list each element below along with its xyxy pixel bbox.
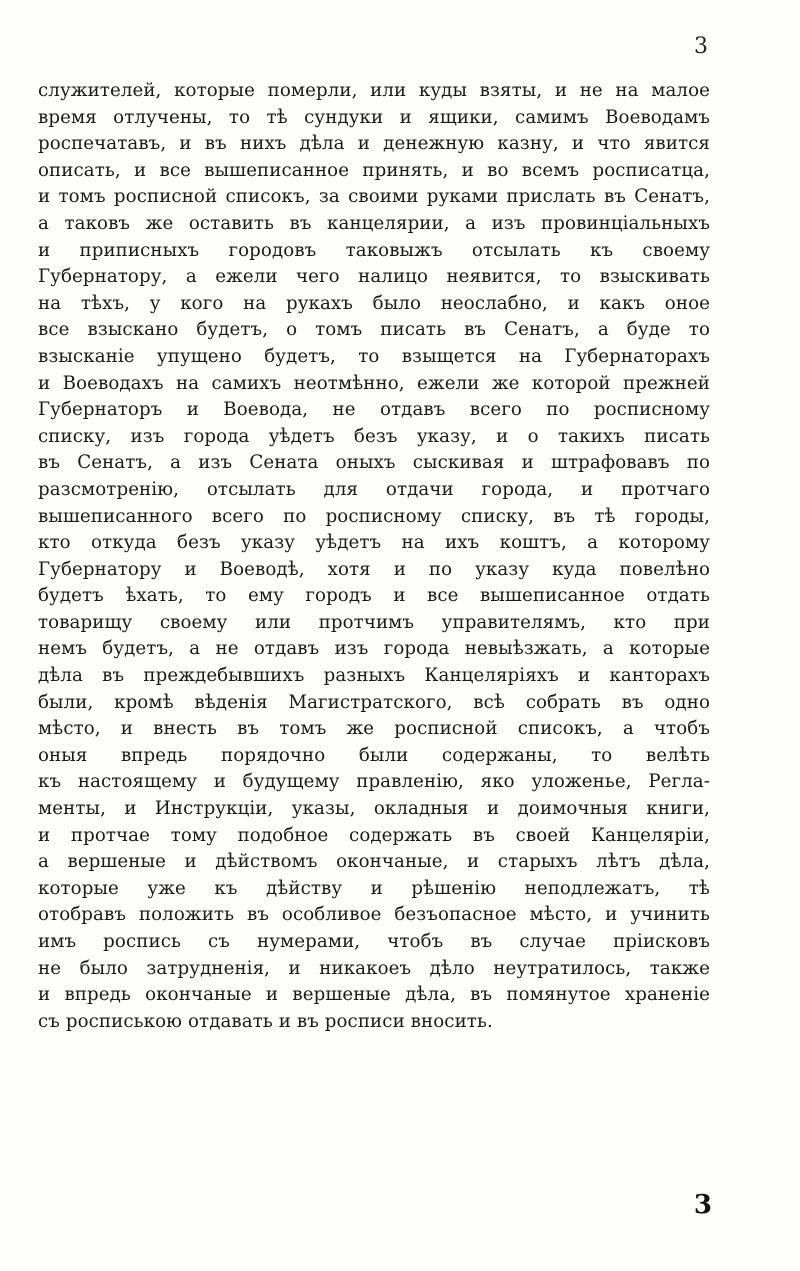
- text-line: а таковъ же оставить въ канцелярии, а изъ провинцiальныхъ: [38, 212, 710, 234]
- text-line: роспечатавъ, и въ нихъ дѣла и денежную казну, и что явится: [38, 133, 710, 155]
- text-line: разсмотренiю, отсылать для отдачи города, и протчаго: [38, 478, 710, 500]
- text-line: мѣсто, и внесть въ томъ же росписной списокъ, а чтобъ: [38, 718, 710, 740]
- text-line: и приписныхъ городовъ таковыжъ отсылать къ своему: [38, 239, 710, 261]
- text-line: а вершеные и дѣйствомъ окончаные, и старыхъ лѣтъ дѣла,: [38, 851, 710, 873]
- text-line: дѣла въ преждебывшихъ разныхъ Канцелярiяхъ и канторахъ: [38, 665, 710, 687]
- text-line: къ настоящему и будущему правленiю, яко уложенье, Регла-: [38, 771, 710, 793]
- text-line: и впредь окончаные и вершеные дѣла, въ помянутое храненiе: [38, 984, 710, 1006]
- text-line: менты, и Инструкцiи, указы, окладныя и доимочныя книги,: [38, 798, 710, 820]
- text-line: были, кромѣ вѣденiя Магистратского, всѣ собрать въ одно: [38, 691, 710, 713]
- text-line: и протчае тому подобное содержать въ своей Канцелярiи,: [38, 824, 710, 846]
- text-line: будетъ ѣхать, то ему городъ и все вышеписанное отдать: [38, 585, 710, 607]
- text-line: взысканiе упущено будетъ, то взыщется на Губернаторахъ: [38, 345, 710, 367]
- text-line: время отлучены, то тѣ сундуки и ящики, самимъ Воеводамъ: [38, 106, 710, 128]
- text-line: съ роспиською отдавать и въ росписи вносить.: [38, 1010, 493, 1032]
- text-line: списку, изъ города уѣдетъ безъ указу, и о такихъ писать: [38, 425, 710, 447]
- text-line: отобравъ положить въ особливое безъопасное мѣсто, и учинить: [38, 904, 710, 926]
- text-line: товарищу своему или протчимъ управителямъ, кто при: [38, 611, 710, 633]
- text-line: описать, и все вышеписанное принять, и во всемъ росписатца,: [38, 159, 710, 181]
- text-line: не было затрудненiя, и никакоеъ дѣло неутратилось, также: [38, 957, 710, 979]
- text-line: на тѣхъ, у кого на рукахъ было неослабно, и какъ оное: [38, 292, 710, 314]
- text-line: имъ роспись съ нумерами, чтобъ въ случае прiисковъ: [38, 931, 710, 952]
- text-line: оныя впредь порядочно были содержаны, то велѣть: [38, 744, 710, 766]
- text-line: и Воеводахъ на самихъ неотмѣнно, ежели же которой прежней: [38, 372, 710, 394]
- text-line: Губернаторъ и Воевода, не отдавъ всего по росписному: [38, 399, 710, 421]
- text-line: Губернатору, а ежели чего налицо неявится, то взыскивать: [38, 266, 710, 288]
- text-line: которые уже къ дѣйству и рѣшенiю неподлежатъ, тѣ: [38, 877, 710, 899]
- text-line: все взыскано будетъ, о томъ писать въ Сенатъ, а буде то: [38, 319, 710, 341]
- text-line: немъ будетъ, а не отдавъ изъ города невыѣзжать, а которые: [38, 638, 710, 660]
- text-line: въ Сенатъ, а изъ Сената оныхъ сыскивая и штрафовавъ по: [38, 452, 710, 474]
- text-line: служителей, которые померли, или куды взяты, и не на малое: [38, 80, 710, 101]
- text-line: Губернатору и Воеводѣ, хотя и по указу куда повелѣно: [38, 558, 710, 580]
- text-line: кто откуда безъ указу уѣдетъ на ихъ коштъ, а которому: [38, 532, 710, 554]
- page-number: 3: [694, 34, 708, 59]
- catchword: 3: [693, 1190, 712, 1220]
- text-line: вышеписанного всего по росписному списку, въ тѣ городы,: [38, 505, 710, 527]
- text-line: и томъ росписной списокъ, за своими руками прислать въ Сенатъ,: [38, 186, 710, 208]
- body-text: [38, 78, 710, 1035]
